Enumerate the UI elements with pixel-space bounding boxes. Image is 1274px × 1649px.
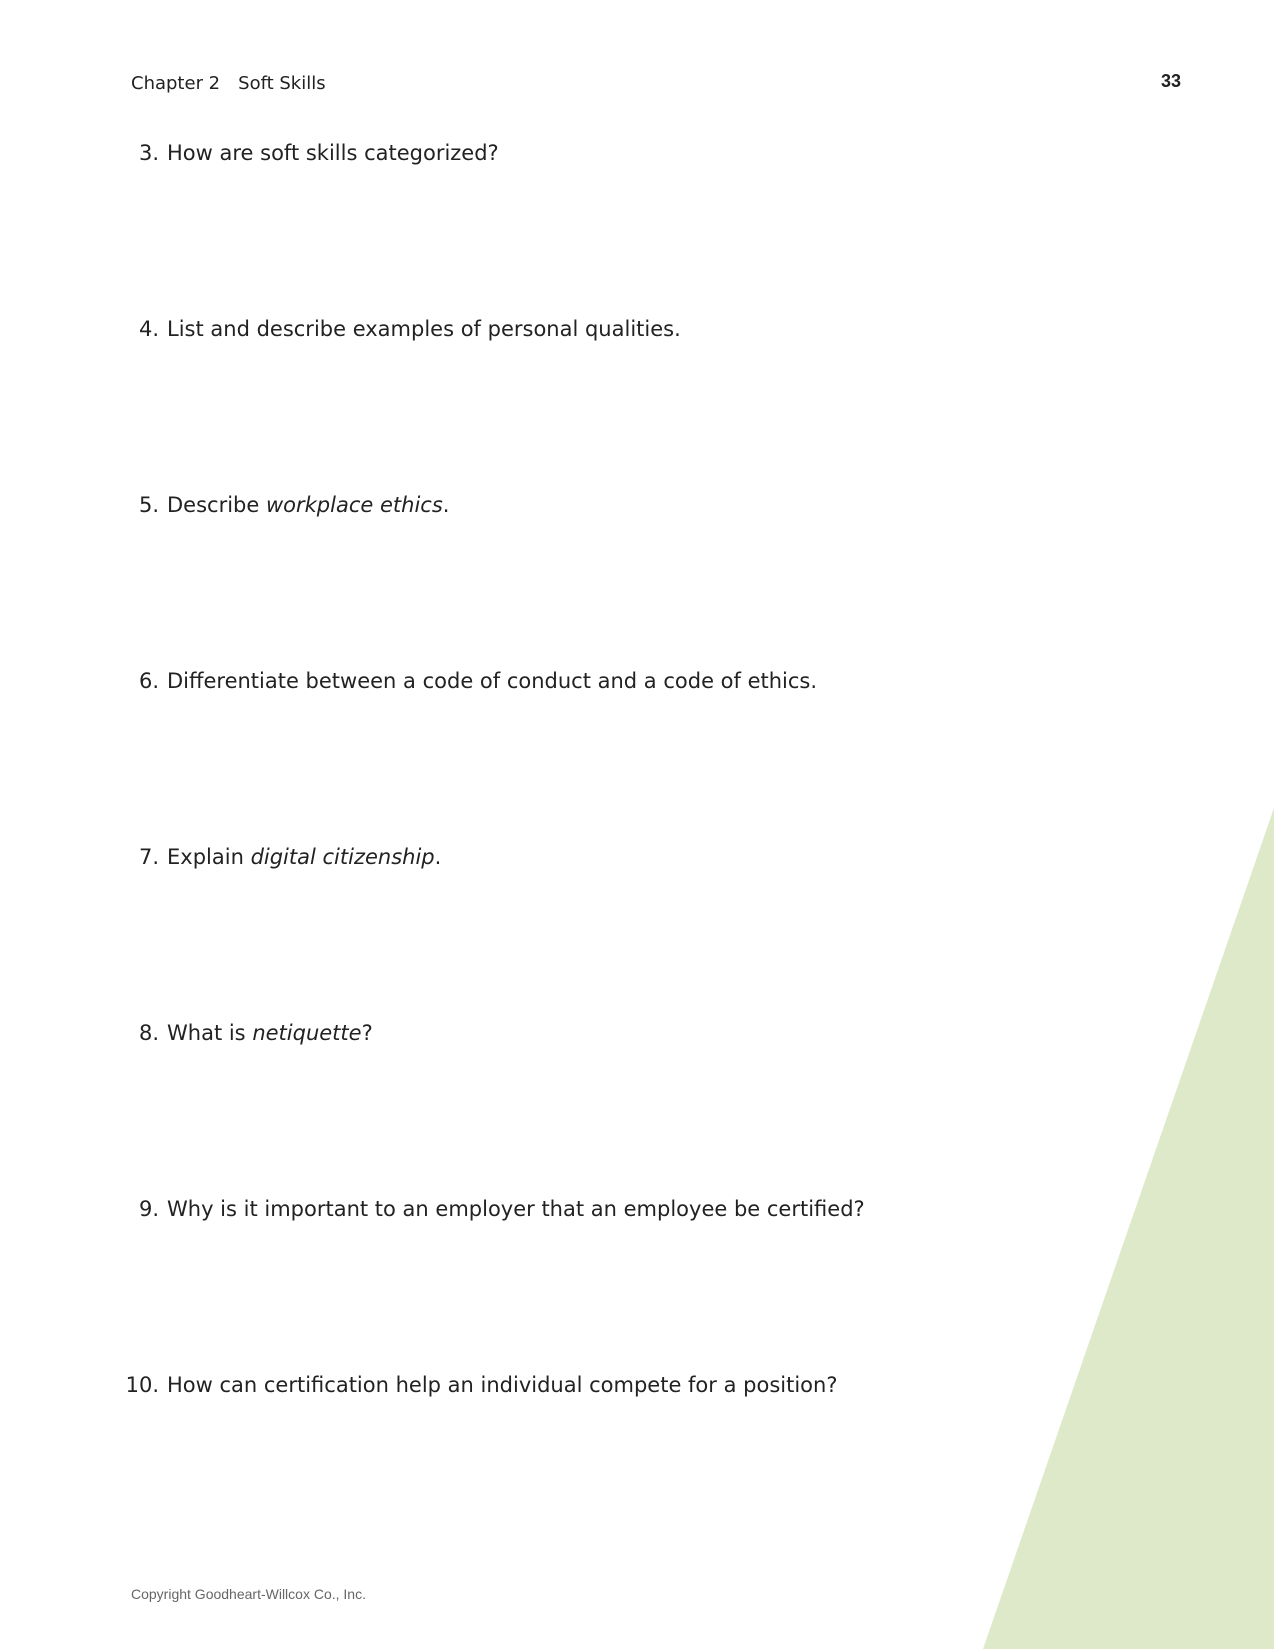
question-text-end: . xyxy=(442,493,450,517)
question-number: 7. xyxy=(138,845,159,869)
question-item xyxy=(0,139,499,167)
question-item xyxy=(0,1195,865,1223)
question-text xyxy=(167,845,441,869)
question-text-main: Describe xyxy=(167,493,266,517)
question-text xyxy=(167,1373,837,1397)
question-text xyxy=(167,493,449,517)
section-title: Soft Skills xyxy=(238,73,326,94)
question-text-main: How are soft skills categorized? xyxy=(167,141,499,165)
question-term: workplace ethics xyxy=(265,493,443,517)
question-term: netiquette xyxy=(252,1021,362,1045)
question-number: 6. xyxy=(138,669,159,693)
question-text-main: Explain xyxy=(167,845,251,869)
green-triangle-shape xyxy=(983,808,1274,1649)
question-number: 3. xyxy=(138,141,159,165)
copyright-footer: Copyright Goodheart-Willcox Co., Inc. xyxy=(131,1586,366,1602)
question-text xyxy=(167,1197,865,1221)
question-text-end: ? xyxy=(361,1021,373,1045)
question-number: 10. xyxy=(125,1373,159,1397)
question-number: 9. xyxy=(138,1197,159,1221)
question-item xyxy=(0,667,817,695)
question-text-end: . xyxy=(434,845,442,869)
question-text xyxy=(167,317,681,341)
question-text xyxy=(167,141,499,165)
question-item xyxy=(0,315,681,343)
question-number: 4. xyxy=(138,317,159,341)
question-item xyxy=(0,1019,373,1047)
question-text xyxy=(167,1021,373,1045)
question-number: 8. xyxy=(138,1021,159,1045)
question-text xyxy=(167,669,817,693)
page-number: 33 xyxy=(1160,71,1181,91)
question-text-main: List and describe examples of personal qualities. xyxy=(167,317,681,341)
chapter-label: Chapter 2 xyxy=(131,73,221,94)
question-item xyxy=(0,1371,837,1399)
question-text-main: Why is it important to an employer that an employee be certified? xyxy=(167,1197,865,1221)
question-text-main: What is xyxy=(167,1021,253,1045)
question-text-main: How can certification help an individual compete for a position? xyxy=(167,1373,838,1397)
running-head xyxy=(131,73,326,94)
question-term: digital citizenship xyxy=(250,845,435,869)
question-item xyxy=(0,843,441,871)
question-item xyxy=(0,491,449,519)
question-number: 5. xyxy=(138,493,159,517)
question-text-main: Differentiate between a code of conduct and a code of ethics. xyxy=(167,669,818,693)
